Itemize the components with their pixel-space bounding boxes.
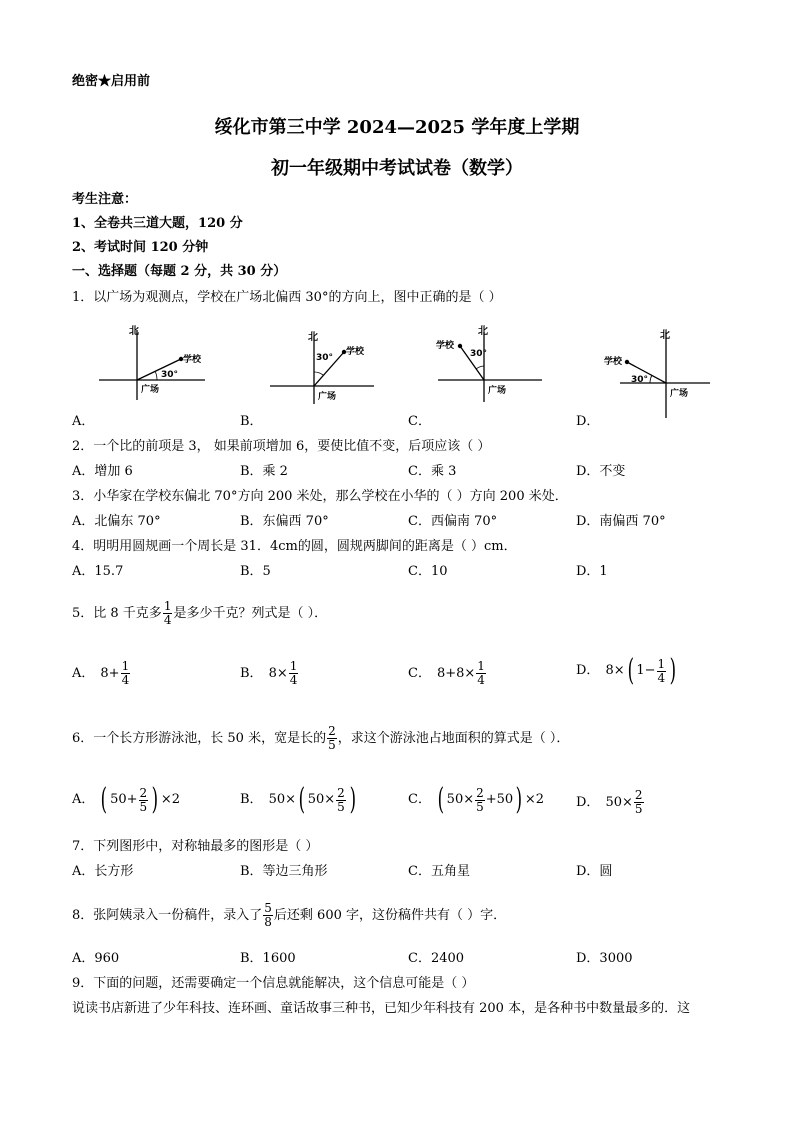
- svg-text:学校: 学校: [436, 341, 455, 351]
- option[interactable]: B． 50× ( 50× $\frac{2}{5}$ ): [240, 782, 356, 817]
- question-stem: 8．张阿姨录入一份稿件，录入了 $\frac{5}{8}$ 后还剩 600 字，这份稿件共有（ ）字．: [72, 901, 507, 929]
- question-stem: 7．下列图形中，对称轴最多的图形是（ ）: [72, 839, 319, 854]
- notes-heading: 考生注意：: [72, 192, 138, 207]
- option[interactable]: D．1: [576, 564, 608, 579]
- fraction: $\frac{1}{4}$: [163, 599, 172, 627]
- option[interactable]: B．1600: [240, 951, 296, 966]
- svg-text:30°: 30°: [470, 349, 488, 359]
- option-label[interactable]: A．: [72, 414, 95, 429]
- option[interactable]: B．等边三角形: [240, 864, 328, 879]
- option-label[interactable]: C．: [408, 414, 431, 429]
- option[interactable]: D．不变: [576, 464, 626, 479]
- exam-title-line1: 绥化市第三中学 2024—2025 学年度上学期: [214, 117, 580, 138]
- option[interactable]: D．南偏西 70°: [576, 514, 666, 529]
- option[interactable]: D．圆: [576, 864, 613, 879]
- option[interactable]: A．长方形: [72, 864, 134, 879]
- q1-diagram-c: [432, 322, 547, 404]
- option[interactable]: C．2400: [408, 951, 465, 966]
- note-item: 1、全卷共三道大题，120 分: [72, 216, 243, 231]
- svg-text:学校: 学校: [604, 357, 623, 367]
- question-stem: 6．一个长方形游泳池，长 50 米，宽是长的 $\frac{2}{5}$ ，求这个游泳池占地面积的算式是（ ）．: [72, 724, 570, 752]
- option[interactable]: C． 8+8× $\frac{1}{4}$: [408, 659, 485, 687]
- question-stem: 2．一个比的前项是 3， 如果前项增加 6，要使比值不变，后项应该（ ）: [72, 439, 491, 454]
- option[interactable]: A． 8+ $\frac{1}{4}$: [72, 659, 130, 687]
- option-label[interactable]: B．: [240, 414, 263, 429]
- option[interactable]: B．东偏西 70°: [240, 514, 329, 529]
- square-label: 广场: [141, 385, 160, 395]
- option[interactable]: D． 50× $\frac{2}{5}$: [576, 788, 643, 816]
- svg-text:广场: 广场: [488, 386, 507, 396]
- svg-text:学校: 学校: [346, 347, 365, 357]
- angle-label: 30°: [161, 370, 179, 380]
- question-stem: 5．比 8 千克多 $\frac{1}{4}$ 是多少千克？列式是（ ）．: [72, 599, 328, 627]
- section-heading: 一、选择题（每题 2 分，共 30 分）: [72, 264, 287, 279]
- question-stem: 9．下面的问题，还需要确定一个信息就能解决，这个信息可能是（ ）: [72, 976, 475, 991]
- note-item: 2、考试时间 120 分钟: [72, 240, 209, 255]
- svg-text:30°: 30°: [631, 375, 649, 385]
- option[interactable]: B．乘 2: [240, 464, 288, 479]
- svg-text:30°: 30°: [316, 353, 334, 363]
- option[interactable]: C．乘 3: [408, 464, 457, 479]
- option[interactable]: C． ( 50× $\frac{2}{5}$ +50 ) ×2: [408, 782, 545, 817]
- q1-diagram-a: [95, 322, 210, 404]
- option[interactable]: B．5: [240, 564, 271, 579]
- option[interactable]: A．增加 6: [72, 464, 133, 479]
- question-text: 说读书店新进了少年科技、连环画、童话故事三种书，已知少年科技有 200 本，是各种书中数量最多的．这: [72, 1001, 691, 1016]
- svg-text:北: 北: [308, 332, 318, 343]
- question-stem: 4．明明用圆规画一个周长是 31．4cm的圆，圆规两脚间的距离是（ ）cm．: [72, 539, 517, 554]
- question-stem: 1．以广场为观测点，学校在广场北偏西 30°的方向上，图中正确的是（ ）: [72, 290, 502, 305]
- q1-diagram-b: [266, 322, 381, 404]
- svg-text:北: 北: [660, 330, 670, 341]
- question-stem: 3．小华家在学校东偏北 70°方向 200 米处，那么学校在小华的（ ）方向 200 米处．: [72, 489, 568, 504]
- option[interactable]: D．3000: [576, 951, 633, 966]
- option[interactable]: A．北偏东 70°: [72, 514, 161, 529]
- option[interactable]: B． 8× $\frac{1}{4}$: [240, 659, 298, 687]
- option[interactable]: A．960: [72, 951, 120, 966]
- option[interactable]: C．10: [408, 564, 448, 579]
- exam-title-line2: 初一年级期中考试试卷（数学）: [271, 158, 523, 179]
- option[interactable]: C．西偏南 70°: [408, 514, 498, 529]
- svg-text:广场: 广场: [318, 392, 337, 402]
- school-label: 学校: [183, 355, 202, 365]
- option[interactable]: D． 8× ( 1− $\frac{1}{4}$ ): [576, 653, 677, 688]
- option[interactable]: A．15.7: [72, 564, 124, 579]
- svg-text:广场: 广场: [670, 389, 689, 399]
- confidential-label: 绝密★启用前: [72, 74, 151, 89]
- svg-text:北: 北: [478, 326, 488, 337]
- q1-diagram-d: [600, 322, 715, 420]
- option[interactable]: C．五角星: [408, 864, 470, 879]
- north-label: 北: [129, 326, 139, 337]
- option-label[interactable]: D．: [576, 414, 600, 429]
- option[interactable]: A． ( 50+ $\frac{2}{5}$ ) ×2: [72, 782, 181, 817]
